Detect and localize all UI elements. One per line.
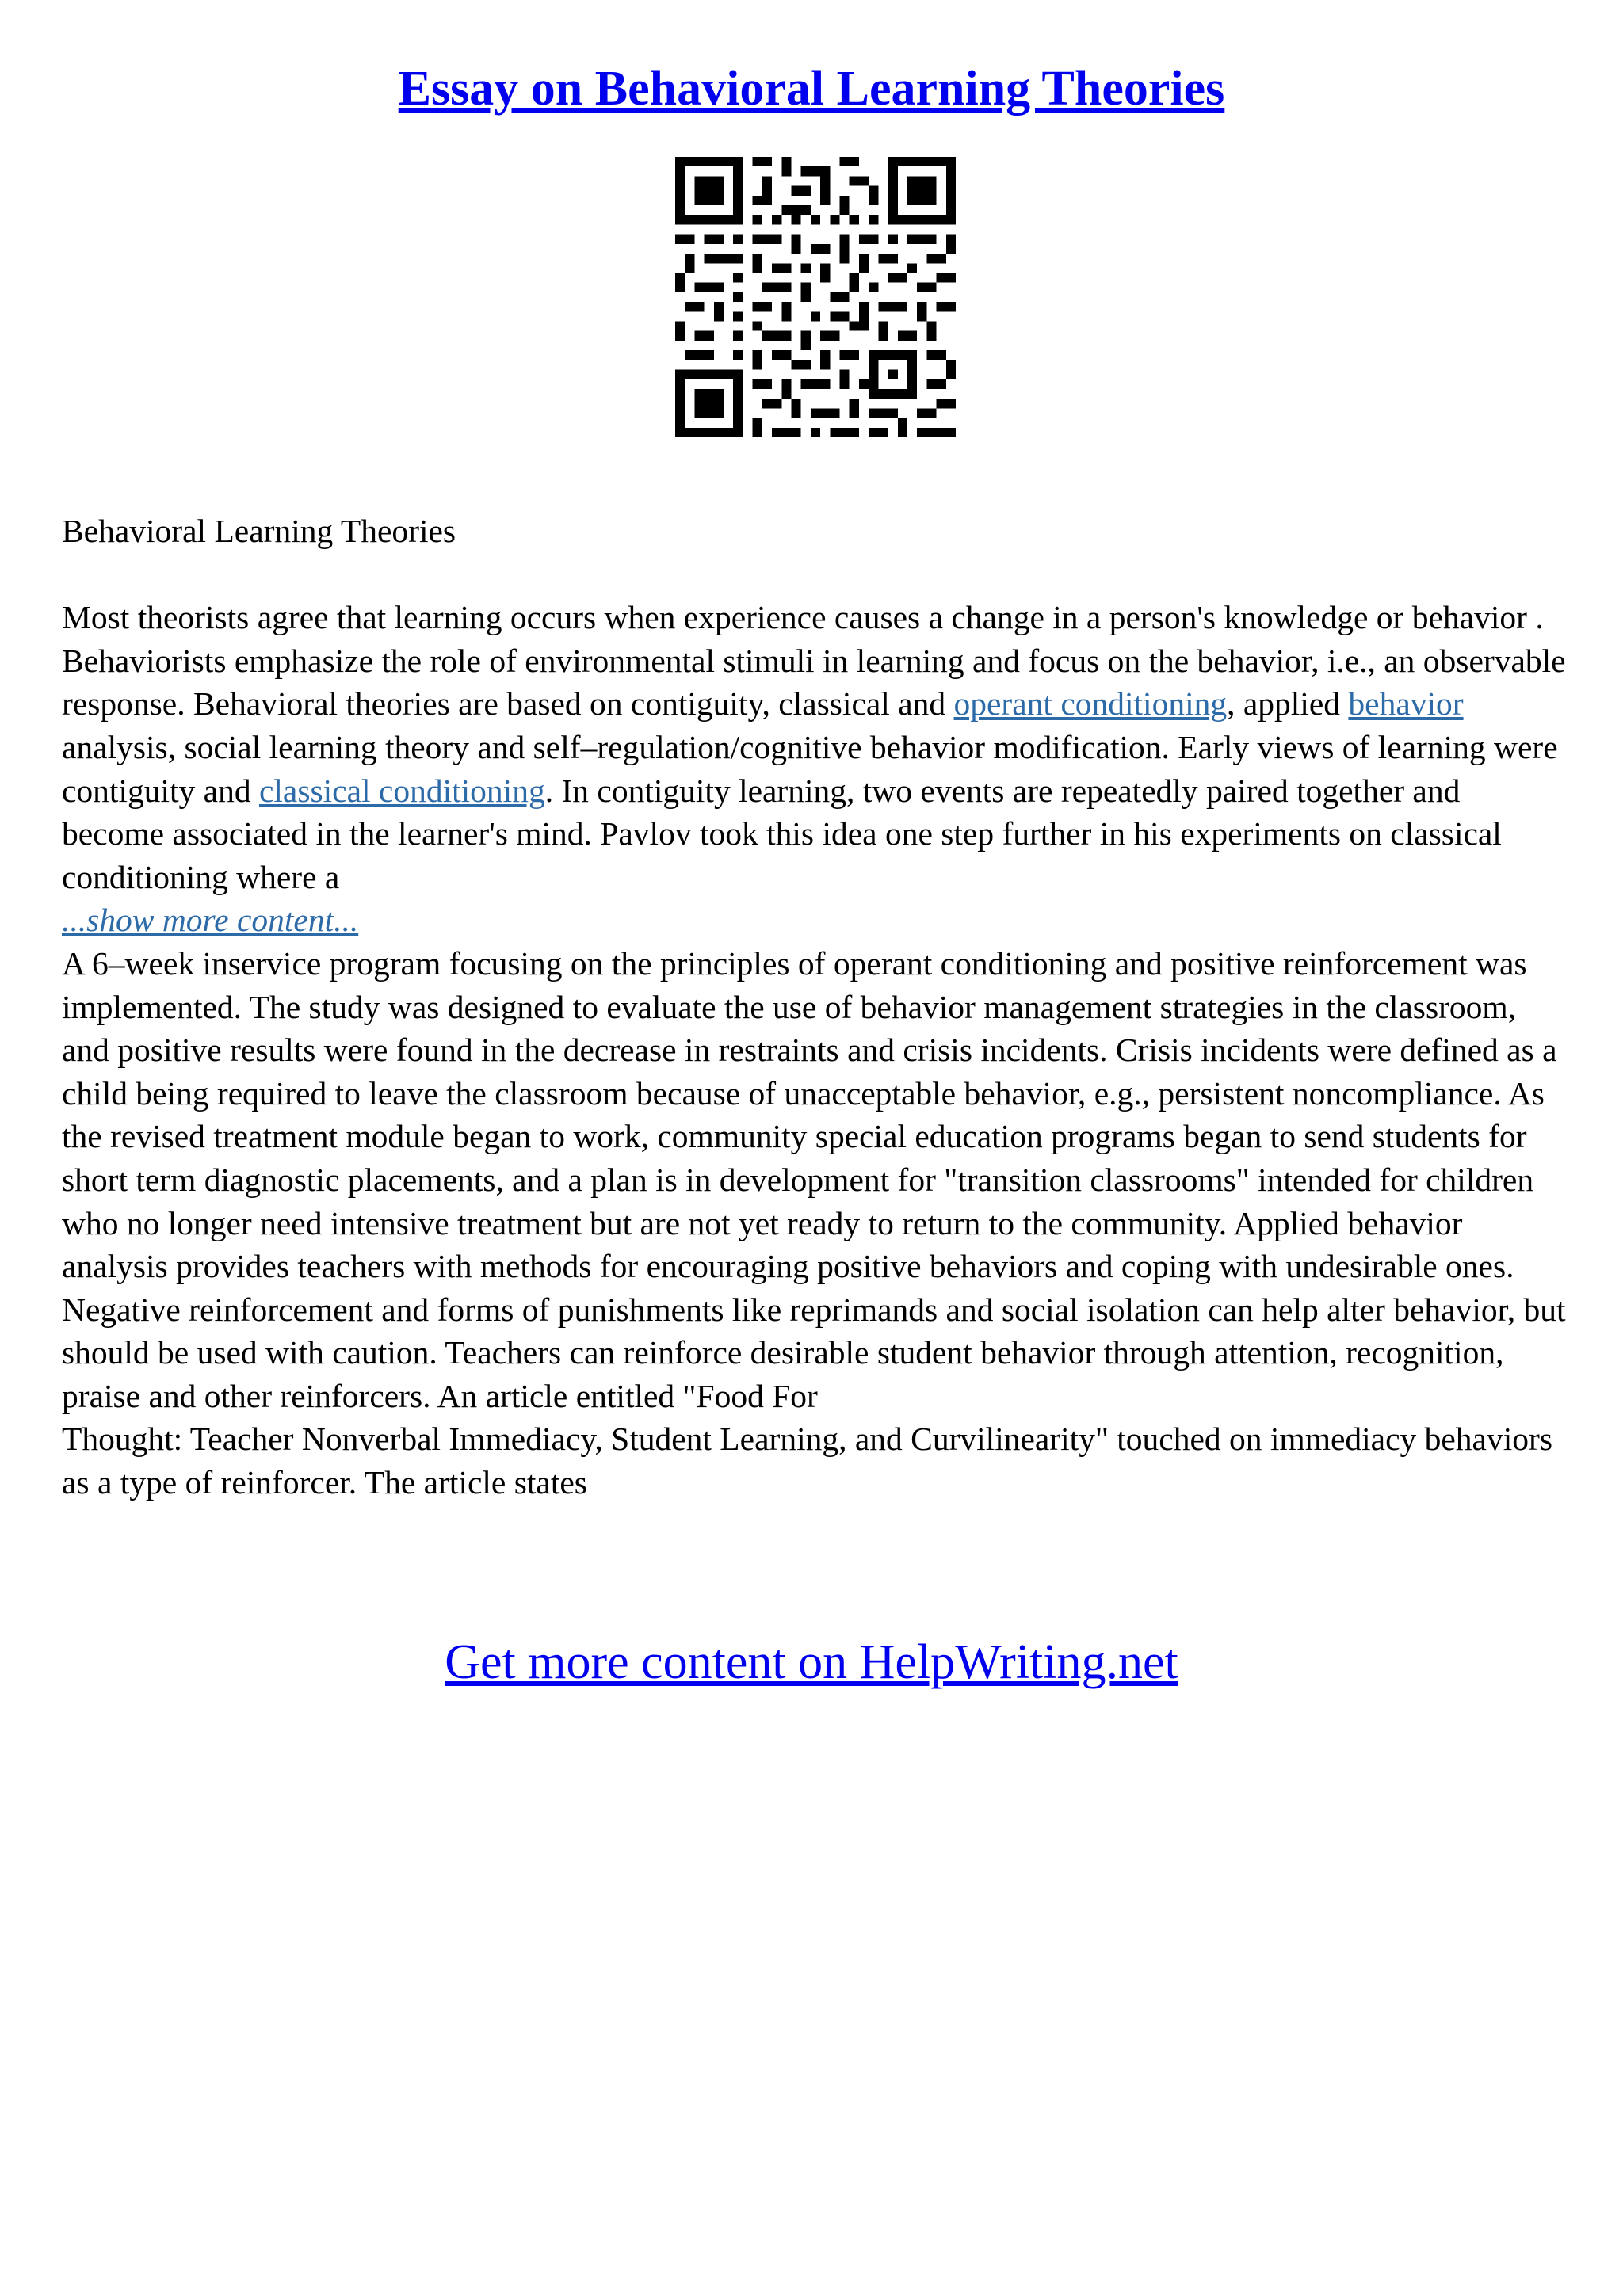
- paragraph-1-text-b: , applied: [1227, 685, 1349, 723]
- operant-conditioning-link[interactable]: operant conditioning: [953, 685, 1228, 723]
- page-title: [0, 57, 1623, 120]
- paragraph-2-continued: Thought: Teacher Nonverbal Immediacy, Student Learning, and Curvilinearity" touched on immediacy behaviors as a type of reinforcer. The article states: [62, 1421, 1552, 1501]
- paragraph-1: [62, 596, 1568, 898]
- show-more-line: [62, 898, 1568, 942]
- essay-subtitle: Behavioral Learning Theories: [62, 513, 456, 549]
- footer: [0, 1630, 1623, 1694]
- qr-code-icon: [675, 157, 956, 437]
- paragraph-2: A 6–week inservice program focusing on the principles of operant conditioning and positive reinforcement was implemented. The study was designed to evaluate the use of behavior management strategies in the classroom, and positive results were found in the decrease in restraints and crisis incidents. Crisis incidents were defined as a child being required to leave the classroom because of unacceptable behavior, e.g., persistent noncompliance. As the revised treatment module began to work, community special education programs began to send students for short term diagnostic placements, and a plan is in development for "transition classrooms" intended for children who no longer need intensive treatment but are not yet ready to return to the community. Applied behavior analysis provides teachers with methods for encouraging positive behaviors and coping with undesirable ones. Negative reinforcement and forms of punishments like reprimands and social isolation can help alter behavior, but should be used with caution. Teachers can reinforce desirable student behavior through attention, recognition, praise and other reinforcers. An article entitled "Food For: [62, 944, 1566, 1414]
- paragraph-1-text-a: Most theorists agree that learning occurs when experience causes a change in a person's knowledge or behavior . Behaviorists emphasize the role of environmental stimuli in learning and focus on the behavior, i.e., an observable response. Behavioral theories are based on contiguity, classical and: [62, 599, 1566, 723]
- get-more-content-link[interactable]: Get more content on HelpWriting.net: [445, 1635, 1178, 1689]
- behavior-link[interactable]: behavior: [1348, 685, 1464, 723]
- title-link[interactable]: Essay on Behavioral Learning Theories: [398, 62, 1225, 116]
- paragraph-1-text-d: . In contiguity learning, two events are repeatedly paired together and become associated in the learner's mind. Pavlov took this idea one step further in his experiments on classical conditioning where a: [62, 772, 1502, 895]
- classical-conditioning-link[interactable]: classical conditioning: [258, 772, 545, 809]
- paragraph-1-text-c: analysis, social learning theory and self–regulation/cognitive behavior modification. Early views of learning were contiguity and: [62, 728, 1558, 809]
- show-more-link[interactable]: ...show more content...: [62, 902, 359, 939]
- essay-body: [62, 509, 1568, 1505]
